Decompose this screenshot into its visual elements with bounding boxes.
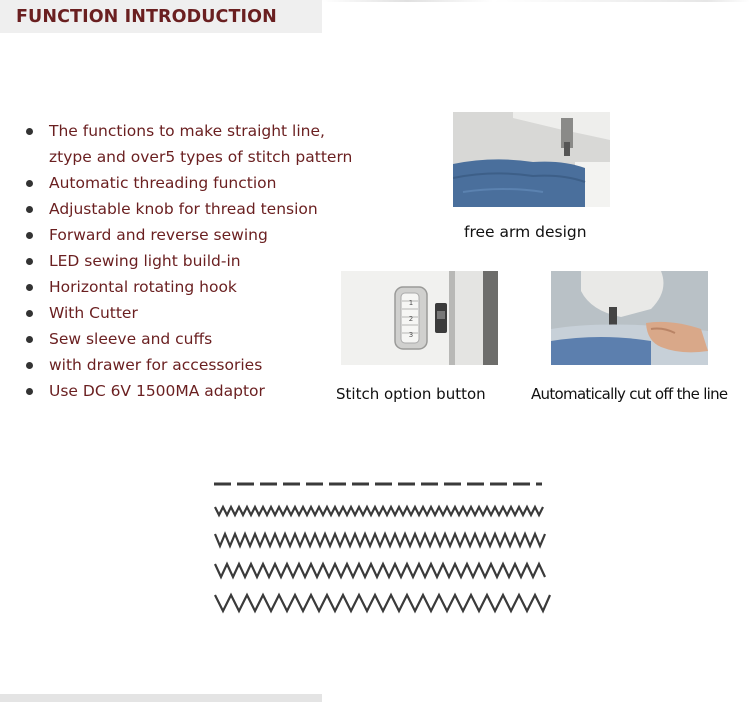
zigzag-stitch-large: [215, 564, 545, 577]
bottom-divider: [0, 694, 322, 702]
feature-item: [22, 378, 352, 404]
stitch-patterns: [210, 474, 555, 620]
zigzag-stitch-small: [215, 507, 543, 515]
stitch-option-photo: [341, 271, 498, 365]
dial-number: 1: [408, 299, 414, 307]
feature-text: LED sewing light build-in: [49, 252, 241, 270]
page-title: FUNCTION INTRODUCTION: [16, 7, 277, 27]
zigzag-stitch-wide: [215, 595, 550, 611]
dial-number: 2: [408, 315, 414, 323]
feature-text: Forward and reverse sewing: [49, 226, 268, 244]
feature-text: The functions to make straight line,: [49, 122, 325, 140]
feature-text: Sew sleeve and cuffs: [49, 330, 213, 348]
feature-list: [22, 118, 352, 404]
feature-text: With Cutter: [49, 304, 138, 322]
cut-line-illustration: [551, 271, 708, 365]
header-bar: [0, 0, 322, 33]
cut-line-caption: Automatically cut off the line: [531, 385, 728, 403]
feature-item: [22, 196, 352, 222]
free-arm-photo: [453, 112, 610, 207]
feature-text: Use DC 6V 1500MA adaptor: [49, 382, 265, 400]
feature-item: [22, 170, 352, 196]
zigzag-stitch-medium: [215, 534, 545, 546]
feature-item: [22, 274, 352, 300]
stitch-option-caption: Stitch option button: [336, 385, 486, 403]
feature-item: [22, 222, 352, 248]
feature-text: Horizontal rotating hook: [49, 278, 237, 296]
feature-item: [22, 248, 352, 274]
feature-item: [22, 352, 352, 378]
feature-text: Automatic threading function: [49, 174, 277, 192]
feature-item: [22, 118, 352, 170]
feature-item: [22, 326, 352, 352]
free-arm-illustration: [453, 112, 610, 207]
dial-number: 3: [408, 331, 414, 339]
feature-text: Adjustable knob for thread tension: [49, 200, 318, 218]
free-arm-caption: free arm design: [464, 223, 587, 241]
top-divider: [322, 0, 750, 2]
feature-text: with drawer for accessories: [49, 356, 263, 374]
stitch-dial-illustration: [341, 271, 498, 365]
cut-line-photo: [551, 271, 708, 365]
feature-text-continued: ztype and over5 types of stitch pattern: [49, 148, 353, 166]
feature-item: [22, 300, 352, 326]
